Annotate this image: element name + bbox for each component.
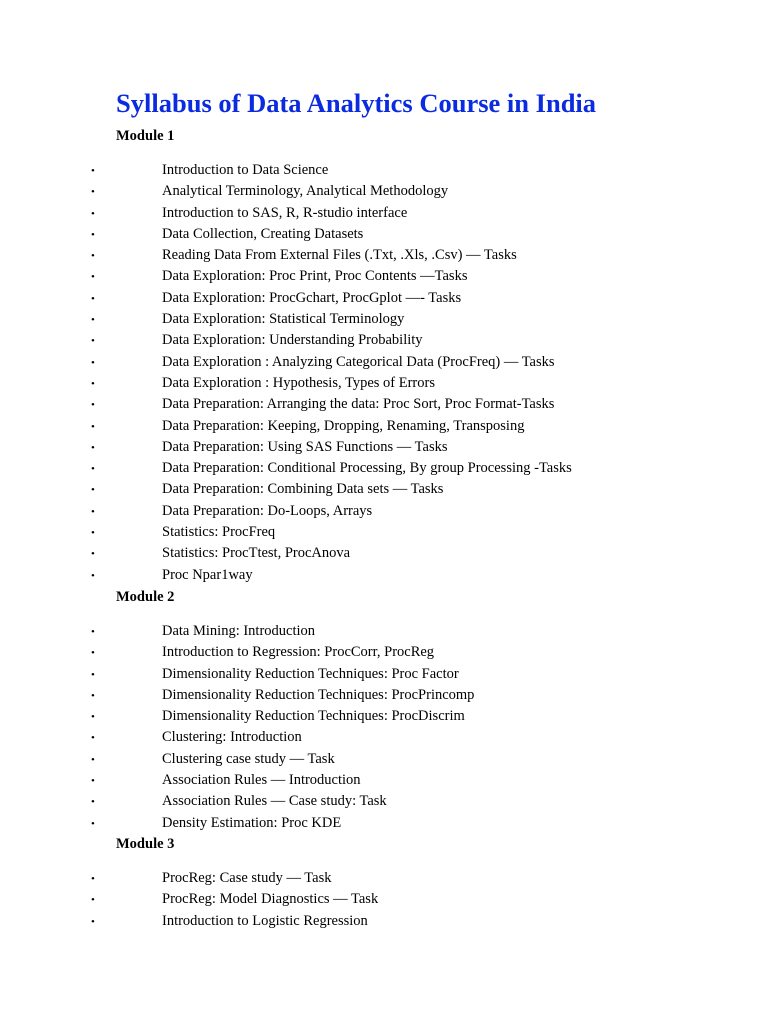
topic-text: Introduction to Regression: ProcCorr, ProcReg [162, 644, 435, 661]
bullet-icon: • [91, 668, 95, 681]
topic-text: Data Preparation: Keeping, Dropping, Renaming, Transposing [162, 417, 525, 434]
bullet-icon: • [91, 527, 95, 540]
bullet-icon: • [91, 711, 95, 724]
document-title: Syllabus of Data Analytics Course in India [116, 88, 597, 118]
bullet-icon: • [91, 732, 95, 745]
bullet-icon: • [91, 817, 95, 830]
topic-text: Statistics: ProcTtest, ProcAnova [162, 545, 351, 562]
topic-text: Data Preparation: Combining Data sets — Tasks [162, 481, 444, 498]
bullet-icon: • [91, 894, 95, 907]
topic-text: Dimensionality Reduction Techniques: ProcPrincomp [162, 686, 475, 703]
topic-text: Data Exploration: Understanding Probability [162, 332, 423, 349]
bullet-icon: • [91, 399, 95, 412]
bullet-icon: • [91, 250, 95, 263]
topic-text: Data Exploration: Statistical Terminology [162, 311, 405, 328]
topic-text: Dimensionality Reduction Techniques: ProcDiscrim [162, 708, 465, 725]
module-heading: Module 2 [116, 589, 175, 605]
bullet-icon: • [91, 420, 95, 433]
topic-text: Clustering case study — Task [162, 750, 335, 767]
topic-text: Data Collection, Creating Datasets [162, 225, 364, 242]
topic-text: Association Rules — Introduction [162, 772, 361, 789]
module-heading: Module 3 [116, 836, 175, 852]
topic-text: Introduction to Data Science [162, 162, 329, 178]
bullet-icon: • [91, 775, 95, 788]
bullet-icon: • [91, 441, 95, 454]
topic-text: Data Exploration : Analyzing Categorical Data (ProcFreq) — Tasks [162, 353, 555, 370]
bullet-icon: • [91, 228, 95, 241]
topic-text: Data Exploration: Proc Print, Proc Contents —Tasks [162, 268, 468, 285]
topic-text: Analytical Terminology, Analytical Methodology [162, 183, 449, 200]
topic-text: Introduction to Logistic Regression [162, 912, 368, 929]
topic-text: Data Exploration : Hypothesis, Types of Errors [162, 374, 435, 391]
bullet-icon: • [91, 689, 95, 702]
bullet-icon: • [91, 915, 95, 928]
bullet-icon: • [91, 647, 95, 660]
topic-text: Data Exploration: ProcGchart, ProcGplot —- Tasks [162, 289, 462, 306]
topic-text: Data Preparation: Do-Loops, Arrays [162, 502, 373, 519]
topic-text: Data Preparation: Arranging the data: Proc Sort, Proc Format-Tasks [162, 396, 555, 413]
bullet-icon: • [91, 377, 95, 390]
topic-text: Data Mining: Introduction [162, 623, 316, 639]
topic-text: Data Preparation: Conditional Processing, By group Processing -Tasks [162, 460, 572, 477]
module-heading: Module 1 [116, 128, 175, 144]
bullet-icon: • [91, 753, 95, 766]
topic-text: ProcReg: Case study — Task [162, 870, 332, 886]
bullet-icon: • [91, 186, 95, 199]
bullet-icon: • [91, 165, 95, 177]
bullet-icon: • [91, 873, 95, 885]
topic-text: Association Rules — Case study: Task [162, 793, 387, 810]
bullet-icon: • [91, 335, 95, 348]
topic-text: ProcReg: Model Diagnostics — Task [162, 891, 379, 908]
bullet-icon: • [91, 796, 95, 809]
bullet-icon: • [91, 548, 95, 561]
bullet-icon: • [91, 484, 95, 497]
bullet-icon: • [91, 626, 95, 638]
topic-text: Clustering: Introduction [162, 729, 302, 746]
topic-text: Reading Data From External Files (.Txt, .Xls, .Csv) — Tasks [162, 247, 517, 264]
bullet-icon: • [91, 207, 95, 220]
topic-text: Data Preparation: Using SAS Functions — Tasks [162, 438, 448, 455]
bullet-icon: • [91, 356, 95, 369]
topic-text: Statistics: ProcFreq [162, 524, 276, 541]
topic-text: Dimensionality Reduction Techniques: Proc Factor [162, 665, 459, 682]
bullet-icon: • [91, 292, 95, 305]
bullet-icon: • [91, 463, 95, 476]
bullet-icon: • [91, 505, 95, 518]
bullet-icon: • [91, 569, 95, 582]
topic-text: Proc Npar1way [162, 566, 253, 583]
topic-text: Density Estimation: Proc KDE [162, 814, 342, 831]
bullet-icon: • [91, 271, 95, 284]
bullet-icon: • [91, 314, 95, 327]
topic-text: Introduction to SAS, R, R-studio interface [162, 204, 408, 221]
